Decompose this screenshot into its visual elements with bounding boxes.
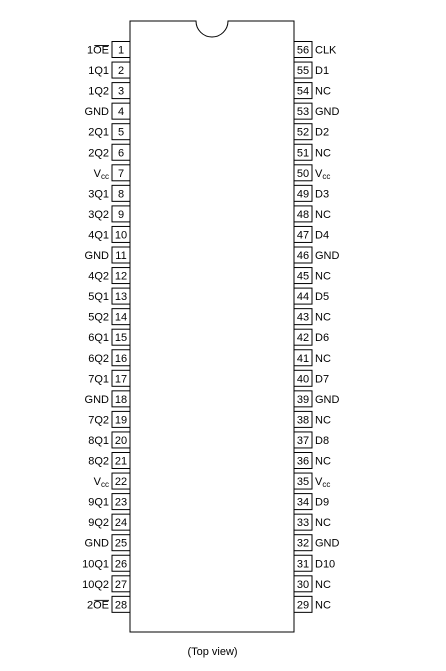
pin-number: 21	[114, 455, 128, 468]
pin-number: 4	[117, 106, 125, 119]
view-caption: (Top view)	[187, 646, 238, 658]
pin-number: 22	[114, 476, 128, 489]
right-pin-36	[294, 453, 331, 469]
pin-number: 43	[296, 311, 310, 324]
left-pin-17	[88, 370, 130, 386]
pin-signal-label: 4Q2	[88, 270, 109, 283]
pin-number: 10	[114, 229, 128, 242]
right-pin-30	[294, 576, 331, 592]
pin-number: 25	[114, 537, 128, 550]
right-pin-53	[294, 103, 340, 119]
pin-signal-label: 5Q2	[88, 311, 109, 324]
pin-number: 42	[296, 332, 310, 345]
pin-signal-label: 6Q1	[88, 332, 109, 345]
left-pin-6	[88, 144, 130, 160]
pin-number: 48	[296, 208, 310, 221]
right-pin-39	[294, 391, 340, 407]
right-pin-31	[294, 555, 335, 571]
right-pin-44	[294, 288, 329, 304]
pin-number: 54	[296, 85, 310, 98]
left-pin-28	[87, 596, 130, 612]
left-pin-20	[88, 432, 130, 448]
pin-number: 37	[296, 434, 310, 447]
pin-number: 49	[296, 188, 310, 201]
right-pin-32	[294, 535, 340, 551]
pin-number: 40	[296, 373, 310, 386]
right-pin-55	[294, 62, 329, 78]
pin-number: 36	[296, 455, 310, 468]
right-pin-column	[294, 42, 340, 613]
pin-signal-label: D5	[315, 291, 330, 304]
pin-signal-label: NC	[315, 352, 331, 365]
pin-number: 13	[114, 291, 128, 304]
pin-signal-label: Vcc	[315, 167, 331, 181]
pin-number: 6	[117, 147, 125, 160]
pin-signal-label: 8Q1	[88, 434, 109, 447]
right-pin-34	[294, 494, 329, 510]
left-pin-8	[88, 185, 130, 201]
pin-signal-label: GND	[315, 537, 340, 550]
left-pin-23	[88, 494, 130, 510]
right-pin-37	[294, 432, 329, 448]
pin-number: 53	[296, 106, 310, 119]
pin-signal-label: NC	[315, 578, 331, 591]
pin-signal-label: GND	[315, 250, 340, 262]
pin-number: 38	[296, 414, 310, 427]
pin-signal-label: 1Q1	[88, 65, 109, 78]
right-pin-52	[294, 124, 329, 140]
left-pin-12	[88, 268, 130, 284]
pin-number: 35	[296, 476, 310, 489]
chip-body	[130, 21, 294, 632]
left-pin-19	[88, 411, 130, 427]
pin-number: 56	[296, 44, 310, 57]
pin-number: 31	[296, 558, 310, 571]
right-pin-50	[294, 165, 330, 181]
pin-signal-label: GND	[84, 393, 109, 406]
right-pin-47	[294, 226, 329, 242]
pin-number: 8	[117, 188, 125, 201]
right-pin-41	[294, 350, 331, 366]
pin-number: 46	[296, 250, 310, 262]
pin-number: 12	[114, 270, 128, 283]
left-pin-16	[88, 350, 130, 366]
pin-signal-label: 5Q1	[88, 291, 109, 304]
left-pin-13	[88, 288, 130, 304]
right-pin-43	[294, 309, 331, 325]
pin-signal-label: GND	[315, 393, 340, 406]
pin-signal-label: D2	[315, 126, 330, 139]
left-pin-column	[82, 42, 130, 613]
right-pin-48	[294, 206, 331, 222]
pin-signal-label: NC	[315, 147, 331, 160]
pin-signal-label: NC	[315, 599, 331, 612]
pin-signal-label: NC	[315, 208, 331, 221]
pin-signal-label: CLK	[315, 44, 337, 57]
pin-signal-label: NC	[315, 85, 331, 98]
left-pin-7	[94, 165, 130, 181]
left-pin-27	[82, 576, 130, 592]
pin-signal-label: GND	[84, 537, 109, 550]
pin-signal-label: 2Q1	[88, 126, 109, 139]
pin-number: 5	[117, 126, 125, 139]
pin-signal-label: 7Q2	[88, 414, 109, 427]
pin-signal-label: D9	[315, 496, 330, 509]
right-pin-40	[294, 370, 329, 386]
pin-signal-label: 9Q2	[88, 517, 109, 530]
pin-number: 45	[296, 270, 310, 283]
left-pin-10	[88, 226, 130, 242]
pin-number: 11	[115, 250, 127, 262]
left-pin-15	[88, 329, 130, 345]
pin-number: 41	[296, 352, 310, 365]
left-pin-4	[85, 103, 130, 119]
pin-number: 23	[114, 496, 128, 509]
pin-signal-label: 2OE	[86, 599, 109, 612]
right-pin-33	[294, 514, 331, 530]
pin-signal-label: 4Q1	[88, 229, 109, 242]
pin-number: 52	[296, 126, 310, 139]
pin-signal-label: NC	[315, 311, 331, 324]
pin-signal-label: NC	[315, 270, 331, 283]
pin-signal-label: 3Q2	[88, 208, 109, 221]
pin-number: 34	[296, 496, 310, 509]
pin-number: 9	[117, 208, 125, 221]
pin-signal-label: Vcc	[93, 476, 109, 490]
pin-signal-label: D8	[315, 434, 330, 447]
pin-number: 39	[296, 393, 310, 406]
left-pin-18	[85, 391, 130, 407]
left-pin-5	[88, 124, 130, 140]
pin-number: 3	[117, 85, 125, 98]
pin-signal-label: NC	[315, 517, 331, 530]
pin-signal-label: GND	[84, 250, 109, 262]
pin-signal-label: 7Q1	[88, 373, 109, 386]
pin-signal-label: Vcc	[93, 167, 109, 181]
pin-signal-label: D1	[315, 65, 330, 78]
pin-number: 7	[117, 167, 125, 180]
pin-number: 18	[114, 393, 128, 406]
pin-number: 1	[117, 44, 125, 57]
pin-signal-label: D4	[315, 229, 330, 242]
pin-number: 19	[114, 414, 128, 427]
pin-signal-label: D6	[315, 332, 330, 345]
pin-number: 17	[114, 373, 128, 386]
pin-signal-label: GND	[315, 106, 340, 119]
left-pin-11	[85, 247, 130, 263]
pin-signal-label: D3	[315, 188, 330, 201]
pin-signal-label: 1Q2	[88, 85, 109, 98]
right-pin-49	[294, 185, 329, 201]
pin-signal-label: 10Q2	[82, 578, 109, 591]
left-pin-3	[88, 83, 130, 99]
pin-number: 16	[114, 352, 128, 365]
right-pin-45	[294, 268, 331, 284]
right-pin-29	[294, 596, 331, 612]
pin-number: 33	[296, 517, 310, 530]
pin-number: 15	[114, 332, 128, 345]
left-pin-1	[87, 42, 130, 58]
pin-number: 29	[296, 599, 310, 612]
right-pin-38	[294, 411, 331, 427]
pin-signal-label: 10Q1	[82, 558, 109, 571]
right-pin-54	[294, 83, 331, 99]
pin-number: 30	[296, 578, 310, 591]
pin-number: 14	[114, 311, 128, 324]
right-pin-35	[294, 473, 330, 489]
left-pin-21	[88, 453, 130, 469]
pin-signal-label: 9Q1	[88, 496, 109, 509]
right-pin-51	[294, 144, 331, 160]
pin-signal-label: D10	[315, 558, 336, 571]
pin-signal-label: NC	[315, 414, 331, 427]
left-pin-14	[88, 309, 130, 325]
left-pin-22	[94, 473, 130, 489]
right-pin-42	[294, 329, 329, 345]
pin-number: 44	[296, 291, 310, 304]
pin-signal-label: 8Q2	[88, 455, 109, 468]
pin-number: 50	[296, 167, 310, 180]
left-pin-2	[88, 62, 130, 78]
pin-number: 55	[296, 65, 310, 78]
pin-signal-label: D7	[315, 373, 330, 386]
left-pin-9	[88, 206, 130, 222]
pin-signal-label: 1OE	[86, 44, 109, 57]
pin-number: 47	[296, 229, 310, 242]
right-pin-56	[294, 42, 337, 58]
pin-number: 26	[114, 558, 128, 571]
left-pin-26	[82, 555, 130, 571]
pin-number: 20	[114, 434, 128, 447]
pin-number: 24	[114, 517, 128, 530]
pin-signal-label: 2Q2	[88, 147, 109, 160]
right-pin-46	[294, 247, 340, 263]
pin-signal-label: 6Q2	[88, 352, 109, 365]
pin-number: 51	[296, 147, 310, 160]
pin-signal-label: GND	[84, 106, 109, 119]
pin-number: 27	[114, 578, 128, 591]
left-pin-24	[88, 514, 130, 530]
pin-signal-label: NC	[315, 455, 331, 468]
pin-signal-label: Vcc	[315, 476, 331, 490]
pin-signal-label: 3Q1	[88, 188, 109, 201]
left-pin-25	[85, 535, 130, 551]
pin-number: 2	[117, 65, 125, 78]
pin-number: 32	[296, 537, 310, 550]
pin-number: 28	[114, 599, 128, 612]
